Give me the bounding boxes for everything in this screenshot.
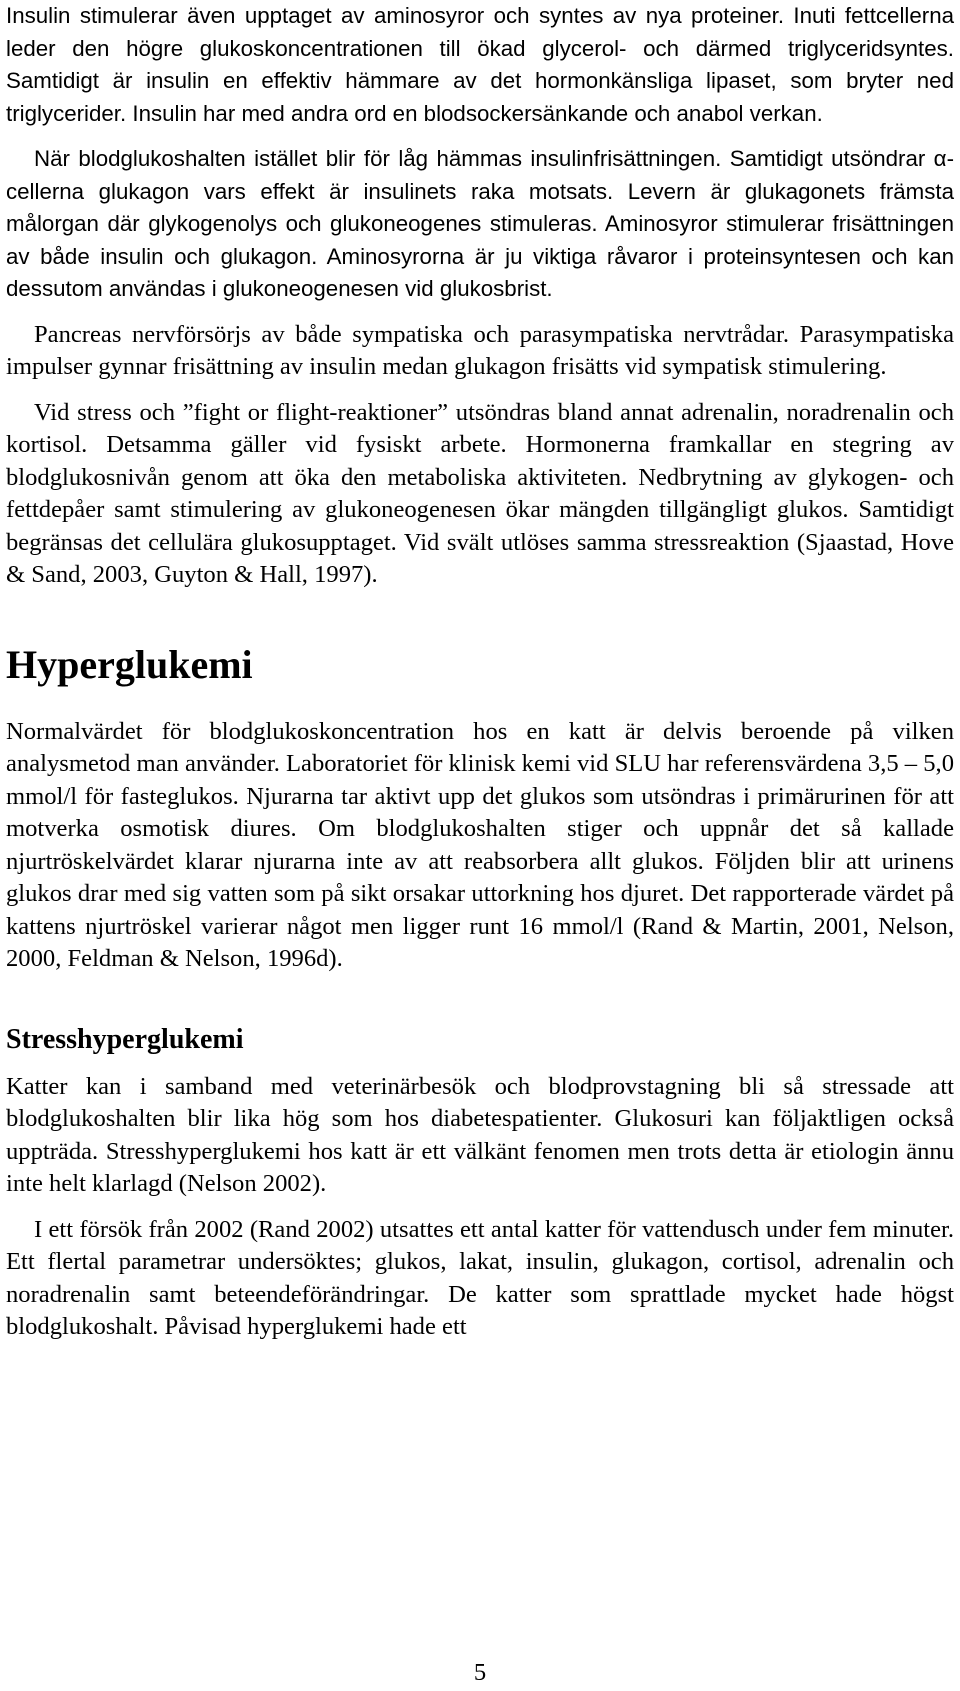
heading-stresshyperglukemi: Stresshyperglukemi	[6, 1023, 244, 1055]
paragraph-glucagon: När blodglukoshalten istället blir för låg hämmas insulinfrisättningen. Samtidigt utsöndrar α-cellerna glukagon vars effekt är insulinets raka motsats. Levern är glukagonets främsta målorgan där glykogenolys och glukoneogenes stimuleras. Aminosyror stimulerar frisättningen av både insulin och glukagon. Aminosyrorna är ju viktiga råvaror i proteinsyntesen och kan dessutom användas i glukoneogenesen vid glukosbrist.	[6, 146, 954, 301]
paragraph-nerve-supply: Pancreas nervförsörjs av både sympatiska och parasympatiska nervtrådar. Parasympatiska impulser gynnar frisättning av insulin medan glukagon frisätts vid sympatisk stimulering.	[6, 320, 954, 380]
document-page	[6, 0, 954, 1691]
paragraph-stress-experiment: I ett försök från 2002 (Rand 2002) utsattes ett antal katter för vattendusch under fem minuter. Ett flertal parametrar undersöktes; glukos, lakat, insulin, glukagon, cortisol, adrenalin och noradrenalin samt beteendeförändringar. De katter som sprattlade mycket hade högst blodglukoshalt. Påvisad hyperglukemi hade ett	[6, 1215, 954, 1340]
paragraph-hyperglukemi: Normalvärdet för blodglukoskoncentration hos en katt är delvis beroende på vilken analysmetod man använder. Laboratoriet för klinisk kemi vid SLU har referensvärdena 3,5 – 5,0 mmol/l för fasteglukos. Njurarna tar aktivt upp det glukos som utsöndras i primärurinen för att motverka osmotisk diures. Om blodglukoshalten stiger och uppnår det så kallade njurtröskelvärdet klarar njurarna inte av att reabsorbera allt glukos. Följden blir att urinens glukos drar med sig vatten som på sikt orsakar uttorkning hos djuret. Det rapporterade värdet på kattens njurtröskel varierar något men ligger runt 16 mmol/l (Rand & Martin, 2001, Nelson, 2000, Feldman & Nelson, 1996d).	[6, 717, 954, 972]
page-number: 5	[473, 1659, 487, 1686]
paragraph-insulin-effects: Insulin stimulerar även upptaget av aminosyror och syntes av nya proteiner. Inuti fettcellerna leder den högre glukoskoncentrationen till ökad glycerol- och därmed triglyceridsyntes. Samtidigt är insulin en effektiv hämmare av det hormonkänsliga lipaset, som bryter ned triglycerider. Insulin har med andra ord en blodsockersänkande och anabol verkan.	[6, 3, 954, 126]
heading-hyperglukemi: Hyperglukemi	[6, 641, 253, 687]
paragraph-stress-vet-visit: Katter kan i samband med veterinärbesök och blodprovstagning bli så stressade att blodglukoshalten blir lika hög som hos diabetespatienter. Glukosuri kan följaktligen också uppträda. Stresshyperglukemi hos katt är ett välkänt fenomen men trots detta är etiologin ännu inte helt klarlagd (Nelson 2002).	[6, 1072, 954, 1197]
paragraph-stress-response: Vid stress och ”fight or flight-reaktioner” utsöndras bland annat adrenalin, noradrenalin och kortisol. Detsamma gäller vid fysiskt arbete. Hormonerna framkallar en stegring av blodglukosnivån genom att öka den metaboliska aktiviteten. Nedbrytning av glykogen- och fettdepåer samt stimulering av glukoneogenesen ökar mängden tillgängligt glukos. Samtidigt begränsas det cellulära glukosupptaget. Vid svält utlöses samma stressreaktion (Sjaastad, Hove & Sand, 2003, Guyton & Hall, 1997).	[6, 398, 954, 588]
